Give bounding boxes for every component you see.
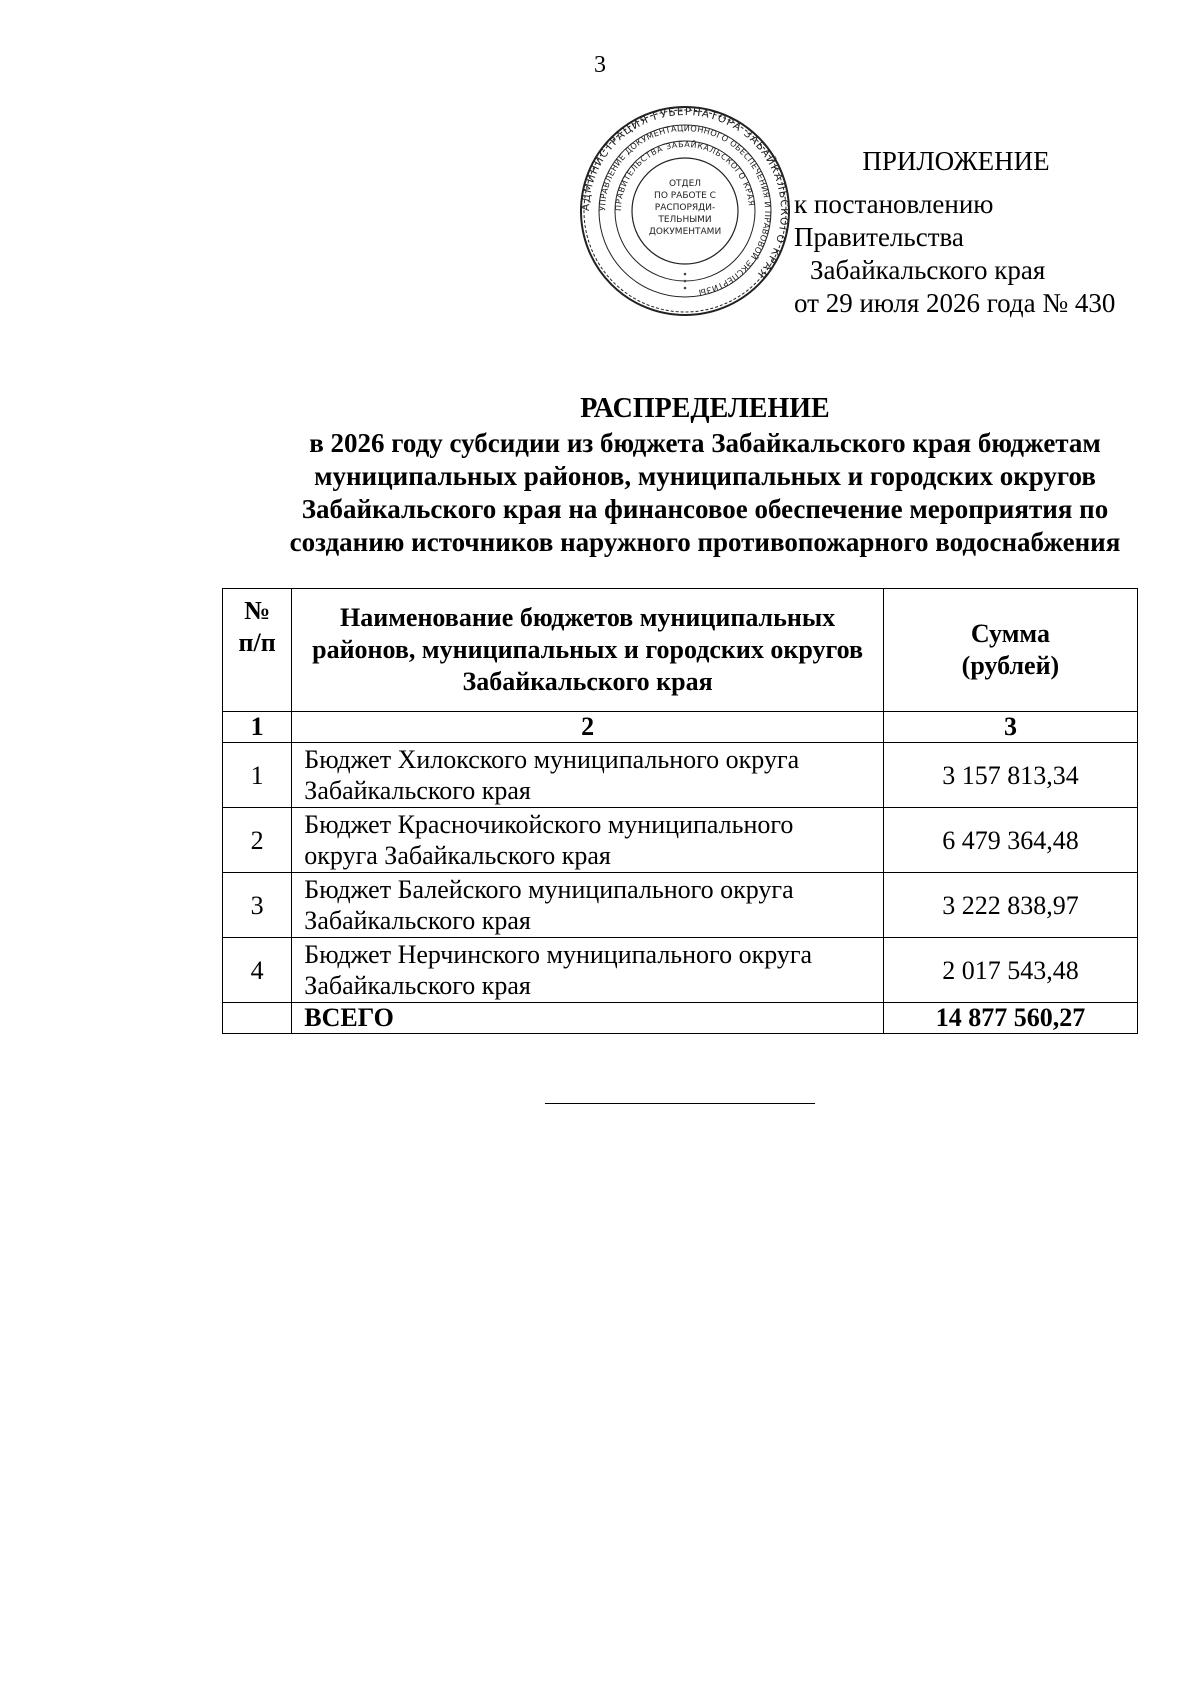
seal-middle-text: УПРАВЛЕНИЕ ДОКУМЕНТАЦИОННОГО ОБЕСПЕЧЕНИЯ И ПРАВОВОЙ ЭКСПЕРТИЗЫ [596, 122, 774, 298]
distribution-table [222, 588, 1138, 1034]
seal-inner-text: ПРАВИТЕЛЬСТВА ЗАБАЙКАЛЬСКОГО КРАЯ [613, 139, 756, 212]
title-line: муниципальных районов, муниципальных и городских округов [314, 461, 1096, 491]
budget-name: Бюджет Балейского муниципального округа Забайкальского края [292, 873, 884, 938]
appendix-line: от 29 июля 2026 года № 430 [794, 288, 1116, 318]
row-number: 4 [223, 938, 292, 1003]
row-number: 3 [223, 873, 292, 938]
budget-sum: 3 222 838,97 [883, 873, 1137, 938]
title-line: созданию источников наружного противопожарного водоснабжения [289, 527, 1121, 557]
table-row [223, 743, 1138, 808]
table-row [223, 938, 1138, 1003]
header-sum-label: Сумма [970, 619, 1050, 648]
page-number: 3 [594, 52, 606, 78]
appendix-block [714, 145, 1154, 320]
header-number-label: п/п [238, 628, 276, 657]
document-title [240, 392, 1170, 559]
table-row [223, 808, 1138, 873]
total-row [223, 1003, 1138, 1034]
title-line: в 2026 году субсидии из бюджета Забайкальского края бюджетам [309, 428, 1101, 458]
column-index: 2 [292, 712, 884, 743]
seal-center-line: ПО РАБОТЕ С [654, 191, 716, 201]
column-index-row [223, 712, 1138, 743]
header-name: Наименование бюджетов муниципальных районов, муниципальных и городских округов Забайкальского края [292, 589, 884, 712]
budget-sum: 6 479 364,48 [883, 808, 1137, 873]
appendix-line: к постановлению Правительства [794, 189, 994, 252]
total-sum: 14 877 560,27 [883, 1003, 1137, 1034]
title-main: РАСПРЕДЕЛЕНИЕ [580, 393, 830, 424]
header-number [223, 589, 292, 712]
table-row [223, 873, 1138, 938]
column-index: 1 [223, 712, 292, 743]
seal-center-line: ОТДЕЛ [668, 179, 702, 189]
budget-name: Бюджет Хилокского муниципального округа Забайкальского края [292, 743, 884, 808]
appendix-line: Забайкальского края [810, 255, 1046, 285]
budget-sum: 3 157 813,34 [883, 743, 1137, 808]
header-sum [883, 589, 1137, 712]
budget-name: Бюджет Красночикойского муниципального округа Забайкальского края [292, 808, 884, 873]
total-label: ВСЕГО [292, 1003, 884, 1034]
budget-sum: 2 017 543,48 [883, 938, 1137, 1003]
row-number: 2 [223, 808, 292, 873]
seal-center-line: РАСПОРЯДИ- [654, 203, 716, 213]
seal-center-line: ТЕЛЬНЫМИ [658, 215, 712, 225]
budget-name: Бюджет Нерчинского муниципального округа Забайкальского края [292, 938, 884, 1003]
table-header-row [223, 589, 1138, 712]
column-index: 3 [883, 712, 1137, 743]
seal-center-line: ДОКУМЕНТАМИ [648, 227, 722, 237]
end-rule [545, 1103, 815, 1104]
header-sum-unit: (рублей) [961, 651, 1060, 680]
total-empty-cell [223, 1003, 292, 1034]
row-number: 1 [223, 743, 292, 808]
seal-outer-text: АДМИНИСТРАЦИЯ ГУБЕРНАТОРА ЗАБАЙКАЛЬСКОГО КРАЯ [579, 105, 791, 281]
title-line: Забайкальского края на финансовое обеспечение мероприятия по [301, 494, 1109, 524]
appendix-heading: ПРИЛОЖЕНИЕ [862, 146, 1050, 176]
header-number-symbol: № [244, 596, 271, 625]
